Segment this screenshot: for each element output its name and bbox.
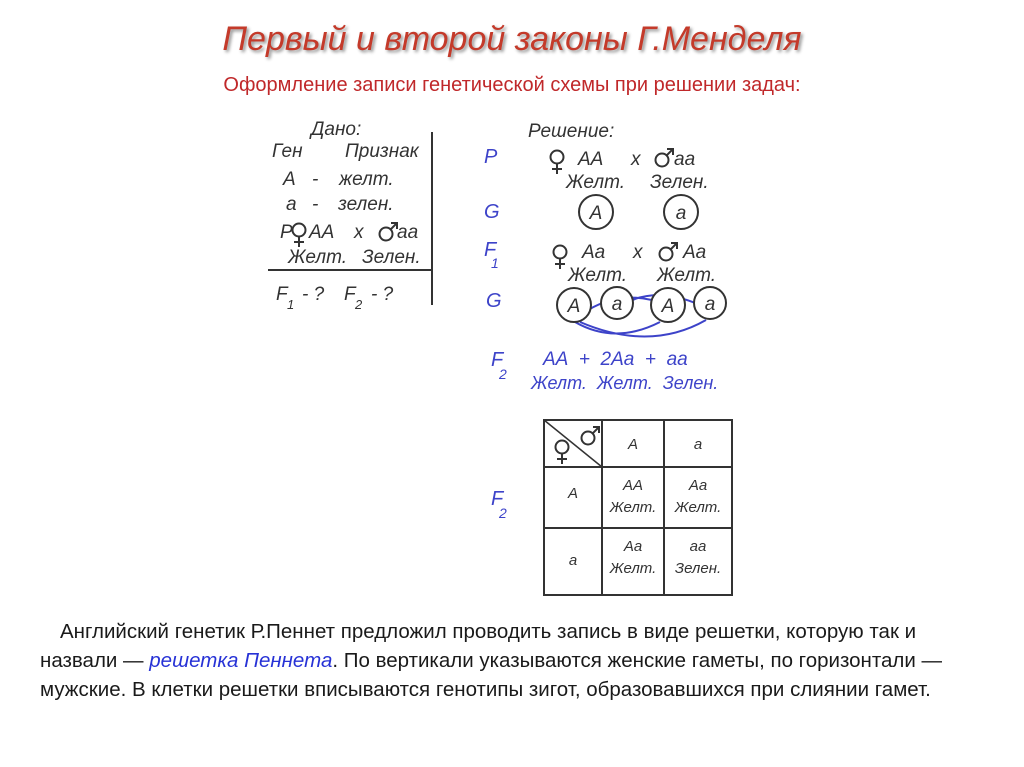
given-female-pheno: Желт.: [288, 247, 347, 268]
p-male-pheno: Зелен.: [650, 172, 709, 193]
given-header: Дано:: [311, 119, 362, 140]
given-trait-a: зелен.: [338, 194, 394, 215]
f1-cross: х: [633, 242, 643, 263]
solution-header: Решение:: [528, 121, 615, 142]
female-gamete-1: А: [567, 485, 579, 502]
solution-f2-label: F: [491, 349, 504, 371]
cell-phenotype: Желт.: [609, 499, 657, 516]
solution-p-label: Р: [484, 146, 498, 168]
f1-female-pheno: Желт.: [568, 265, 627, 286]
solution-f2-sub: 2: [499, 366, 507, 382]
given-cross: х: [354, 222, 364, 243]
description-paragraph: [40, 617, 980, 704]
f2-phenotypes: Желт. Желт. Зелен.: [531, 373, 719, 393]
female-icon: [556, 441, 569, 465]
male-icon: [660, 243, 678, 261]
given-male-genotype: аа: [397, 222, 419, 243]
given-f1-sub: 1: [287, 297, 295, 312]
solution-block: [484, 121, 726, 393]
p-female-genotype: АА: [578, 149, 604, 170]
given-trait-A: желт.: [339, 169, 394, 190]
g2-gamete-1: А: [567, 296, 581, 317]
given-p-label: Р: [280, 222, 293, 243]
g1-gamete-2: а: [675, 203, 687, 224]
given-f2-label: F: [344, 284, 356, 305]
female-icon: [551, 151, 564, 175]
given-f2-question: - ?: [371, 284, 394, 305]
cell-phenotype: Желт.: [609, 560, 657, 577]
solution-g1-label: G: [484, 201, 500, 223]
female-icon: [293, 224, 306, 248]
p-cross: х: [631, 149, 641, 170]
given-f1-label: F: [276, 284, 288, 305]
f1-male-pheno: Желт.: [657, 265, 716, 286]
slide-subtitle: Оформление записи генетической схемы при решении задач:: [223, 74, 801, 96]
f1-female-genotype: Аа: [582, 242, 606, 263]
g2-gamete-4: а: [704, 294, 716, 315]
paragraph-text-1: Английский генетик Р.Пеннет предложил проводить запись в виде решетки, которую так и назвали —: [40, 620, 917, 672]
given-block: [268, 119, 432, 312]
punnett-square: [491, 420, 732, 595]
punnett-term: решетка Пеннета: [149, 649, 333, 672]
solution-g2-label: G: [486, 290, 502, 312]
given-f1-question: - ?: [302, 284, 325, 305]
given-female-genotype: АА: [309, 222, 335, 243]
cell-phenotype: Зелен.: [674, 560, 722, 577]
g1-gamete-1: А: [589, 203, 603, 224]
punnett-f2-sub: 2: [499, 505, 507, 521]
given-gene-a: а: [286, 194, 297, 215]
fusion-line: [575, 322, 660, 334]
cell-genotype: аа: [689, 538, 707, 555]
solution-f1-sub: 1: [491, 255, 499, 271]
given-col-trait: Признак: [345, 141, 419, 162]
p-female-pheno: Желт.: [566, 172, 625, 193]
given-gene-A: А: [283, 169, 296, 190]
given-f2-sub: 2: [355, 297, 363, 312]
male-icon: [656, 149, 674, 167]
given-col-gene: Ген: [272, 141, 303, 162]
male-gamete-2: а: [693, 436, 703, 453]
solution-f1-label: F: [484, 239, 497, 261]
male-icon: [380, 223, 398, 241]
f1-male-genotype: Аа: [683, 242, 707, 263]
g2-gamete-2: а: [611, 294, 623, 315]
cell-genotype: АА: [622, 477, 644, 494]
g2-gamete-3: А: [661, 296, 675, 317]
given-dash-1: -: [312, 169, 319, 190]
slide-title: Первый и второй законы Г.Менделя: [222, 20, 802, 58]
f2-formula: АА + 2Аа + аа: [543, 349, 688, 370]
cell-phenotype: Желт.: [674, 499, 722, 516]
cell-genotype: Аа: [623, 538, 643, 555]
given-dash-2: -: [312, 194, 319, 215]
male-gamete-1: А: [627, 436, 639, 453]
punnett-f2-label: F: [491, 488, 504, 510]
female-gamete-2: а: [568, 552, 578, 569]
given-male-pheno: Зелен.: [362, 247, 421, 268]
female-icon: [554, 246, 567, 270]
male-icon: [582, 427, 600, 445]
paragraph-text-2: . По вертикали указываются женские гаметы, по горизонтали — мужские. В клетки решетки вписываются генотипы зигот, образовавшихся при слиянии гамет.: [40, 649, 943, 701]
cell-genotype: Аа: [688, 477, 708, 494]
p-male-genotype: аа: [674, 149, 696, 170]
